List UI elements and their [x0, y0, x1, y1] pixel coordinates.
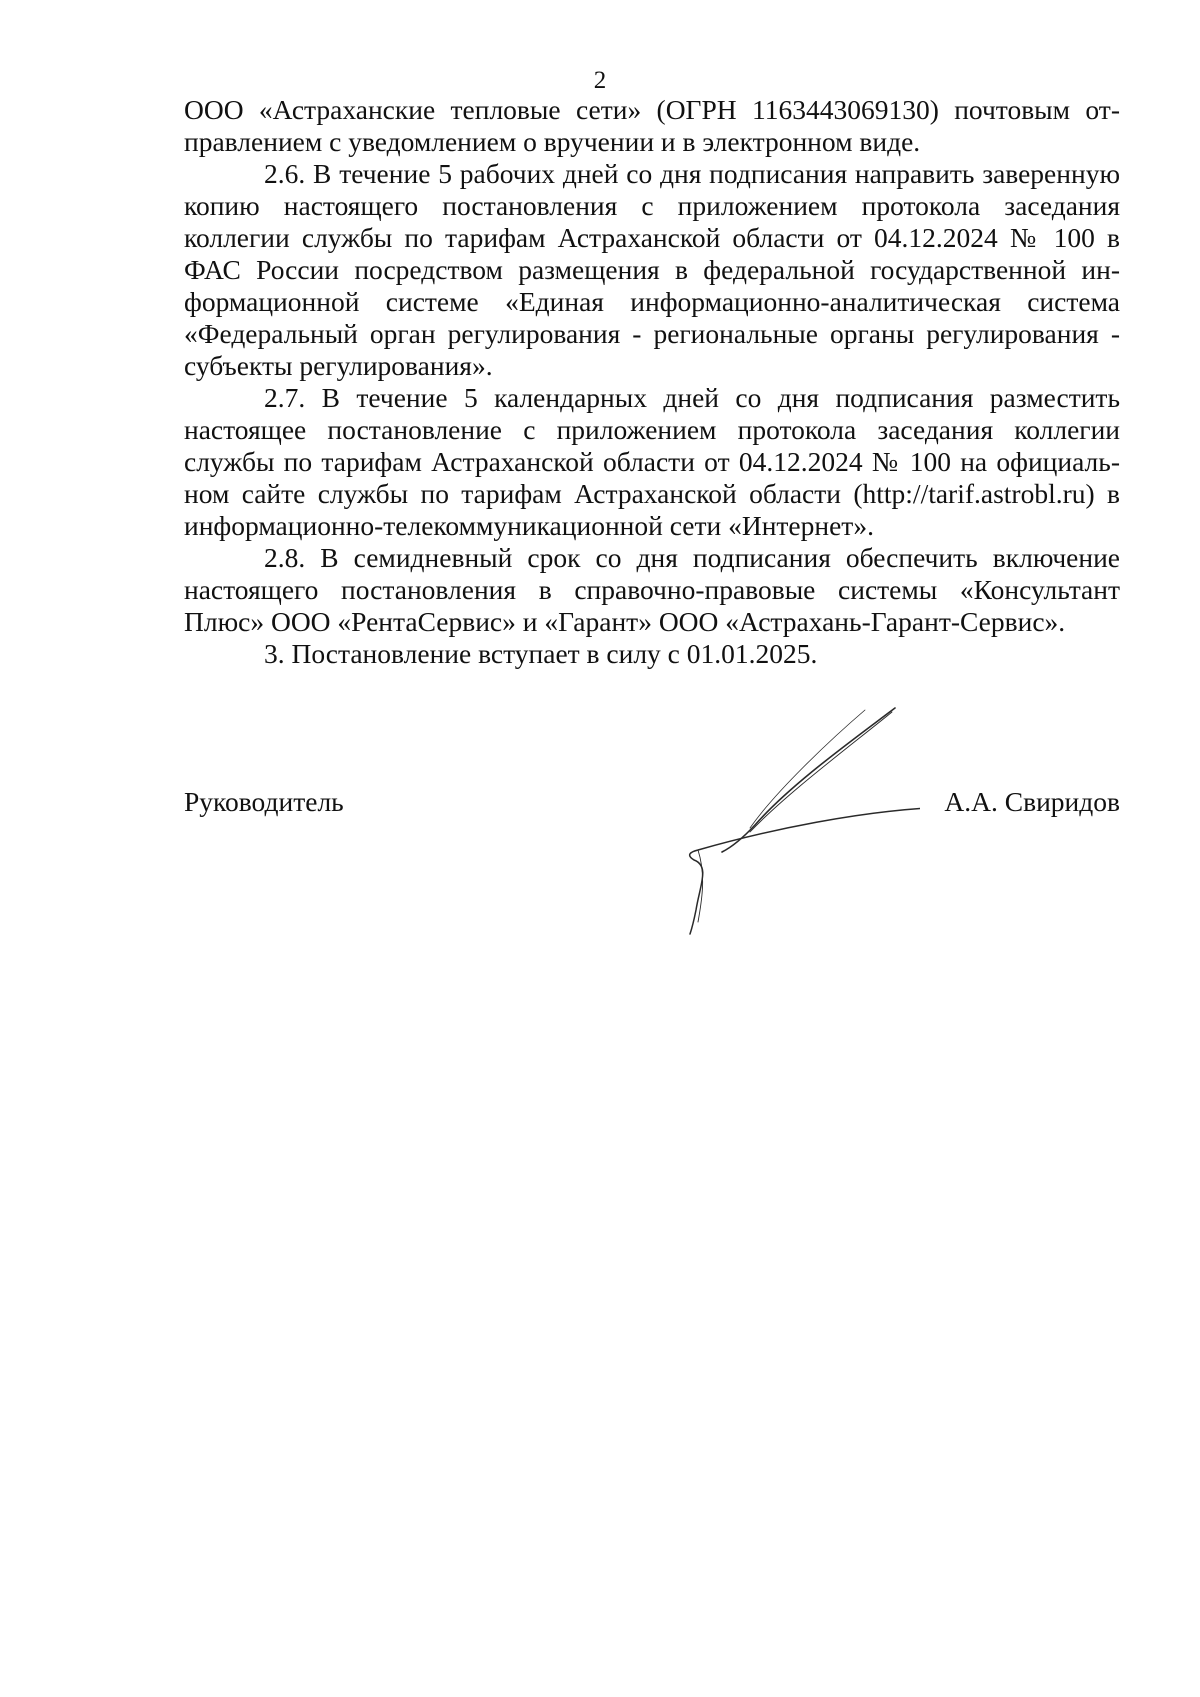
- paragraph-2-8: 2.8. В семидневный срок со дня подписания обеспечить включение настоящего постановления в справочно-правовые системы «Консультант Плюс» ООО «РентаСервис» и «Гарант» ООО «Астрахань-Гарант-Сервис».: [184, 542, 1120, 637]
- signatory-name: А.А. Свиридов: [944, 786, 1120, 817]
- paragraph-2-6: 2.6. В течение 5 рабочих дней со дня подписания направить заверенную копию настоящего постановления с приложением протокола заседания коллегии службы по тарифам Астраханской области от 04.12.2024 № 100 в ФАС России посредством размещения в федеральной государственной информационной системе «Единая информационно-аналитическая система «Федеральный орган регулирования - региональные органы регулирования - субъекты регулирования».: [184, 158, 1120, 381]
- document-body: [184, 94, 1120, 670]
- signature-stroke-upper: [722, 708, 895, 852]
- signature-stroke-lower: [690, 808, 920, 934]
- handwritten-signature: [640, 700, 920, 950]
- paragraph-2-7: 2.7. В течение 5 календарных дней со дня подписания разместить настоящее постановление с приложением протокола заседания коллегии службы по тарифам Астраханской области от 04.12.2024 № 100 на официальном сайте службы по тарифам Астраханской области (http://tarif.astrobl.ru) в информационно-телекоммуникационной сети «Интернет».: [184, 382, 1120, 541]
- page-number: 2: [593, 67, 607, 94]
- signature-stroke-crossing: [750, 710, 865, 828]
- signatory-position: Руководитель: [184, 786, 344, 817]
- paragraph-3: 3. Постановление вступает в силу с 01.01.2025.: [264, 638, 818, 669]
- paragraph-continuation: ООО «Астраханские тепловые сети» (ОГРН 1163443069130) почтовым отправлением с уведомлением о вручении и в электронном виде.: [184, 94, 1120, 157]
